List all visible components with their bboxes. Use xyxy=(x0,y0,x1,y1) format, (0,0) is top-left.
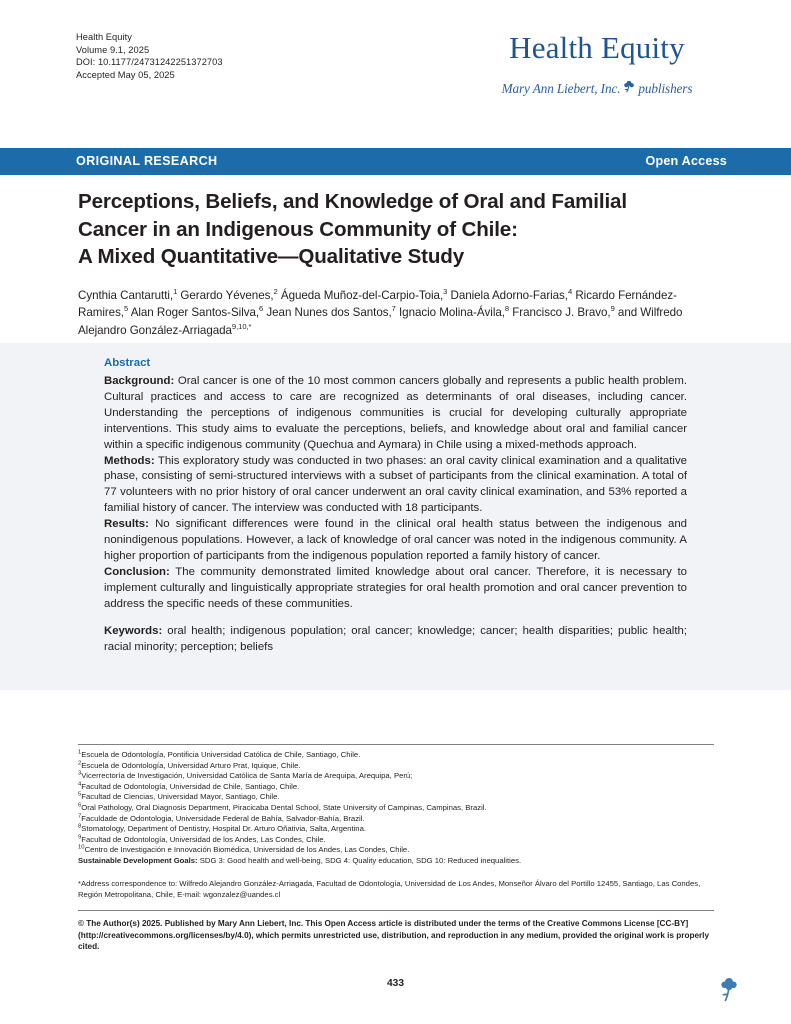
sustainable-development-goals xyxy=(78,856,728,867)
affiliation-marker: 1 xyxy=(78,749,82,756)
publisher-name: Mary Ann Liebert, Inc. xyxy=(501,81,621,96)
affiliation-item xyxy=(78,824,728,835)
title-line-3: A Mixed Quantitative—Qualitative Study xyxy=(78,245,465,268)
title-line-2: Cancer in an Indigenous Community of Chile: xyxy=(78,217,518,241)
author-list: Cynthia Cantarutti,$^1$ Gerardo Yévenes,$^2$ Águeda Muñoz-del-Carpio-Toia,$^3$ Daniela Adorno-Farias,$^4$ Ricardo Fernández-Ramires,$^5$ Alan Roger Santos-Silva,$^6$ Jean Nunes dos Santos,$^7$ Ignacio Molina-Ávila,$^8$ Francisco J. Bravo,$^9$ and Wilfredo Alejandro González-Arriagada$^{9,10,*}$ xyxy=(78,286,683,337)
affiliation-text: Faculdade de Odontologia, Universidade Federal de Bahía, Salvador-Bahía, Brazil. xyxy=(81,813,365,823)
page-number: 433 xyxy=(387,978,404,989)
abstract-background xyxy=(104,374,687,454)
affiliation-marker: 2 xyxy=(78,760,82,767)
keywords-text: oral health; indigenous population; oral cancer; knowledge; cancer; health disparities; public health; racial minority; perception; beliefs xyxy=(104,624,687,653)
affiliation-item xyxy=(78,803,728,814)
affiliation-text: Escuela de Odontología, Pontificia Universidad Católica de Chile, Santiago, Chile. xyxy=(81,750,361,759)
affiliation-marker: 6 xyxy=(78,802,82,809)
affiliation-item xyxy=(78,814,728,825)
affiliation-text: Centro de Investigación e Innovación Biomédica, Universidad de los Andes, Las Condes, Chile. xyxy=(84,845,410,855)
affiliation-item xyxy=(78,845,728,856)
journal-meta-block xyxy=(76,31,223,81)
affiliation-marker: 4 xyxy=(78,781,82,788)
affiliation-text: Oral Pathology, Oral Diagnosis Department, Piracicaba Dental School, State University of Campinas, Campinas, Brazil. xyxy=(81,802,487,812)
affiliation-text: Escuela de Odontología, Universidad Arturo Prat, Iquique, Chile. xyxy=(81,760,301,770)
affiliation-item xyxy=(78,782,728,793)
title-line-1: Perceptions, Beliefs, and Knowledge of Oral and Familial xyxy=(78,190,627,213)
abstract-results-label: Results: xyxy=(104,518,149,531)
affiliation-marker: 9 xyxy=(78,834,82,841)
affiliation-text: Stomatology, Department of Dentistry, Hospital Dr. Arturo Oñativia, Salta, Argentina. xyxy=(81,824,366,834)
abstract-conclusion xyxy=(104,565,687,613)
abstract-results-text: No significant differences were found in the clinical oral health status between the indigenous and nonindigenous populations. However, a lack of knowledge of oral cancer was noted in the indigenous community. A higher proportion of participants from the indigenous population reported a family history of cancer. xyxy=(104,518,687,562)
journal-logo-title: Health Equity xyxy=(509,30,685,65)
sdg-label: Sustainable Development Goals: xyxy=(78,856,198,866)
copyright-divider xyxy=(78,910,714,911)
affiliation-item xyxy=(78,761,728,772)
flower-icon xyxy=(621,79,637,99)
footnote-divider xyxy=(78,744,714,745)
journal-logo-block xyxy=(467,30,727,99)
copyright-notice: © The Author(s) 2025. Published by Mary Ann Liebert, Inc. This Open Access article is distributed under the terms of the Creative Commons License [CC-BY] (http://creativecommons.org/licenses/by/4.0), which permits unrestricted use, distribution, and reproduction in any medium, provided the original work is properly cited. xyxy=(78,919,710,952)
open-access-label: Open Access xyxy=(645,154,727,168)
keywords xyxy=(104,624,687,656)
abstract-results xyxy=(104,517,687,565)
article-type-banner xyxy=(0,148,791,175)
affiliation-marker: 8 xyxy=(78,823,82,830)
affiliation-text: Facultad de Odontología, Universidad de Chile, Santiago, Chile. xyxy=(81,781,300,791)
affiliation-item xyxy=(78,835,728,846)
affiliation-marker: 7 xyxy=(78,813,82,819)
affiliation-marker: 10 xyxy=(78,844,85,851)
abstract-methods-label: Methods: xyxy=(104,454,155,467)
publisher-tail: publishers xyxy=(638,81,693,96)
page-title xyxy=(78,188,718,271)
abstract-background-text: Oral cancer is one of the 10 most common cancers globally and represents a public health problem. Cultural practices and access to care are recognized as determinants of oral diseases, including cancer. Understanding the perceptions of indigenous communities is crucial for developing culturally appropriate interventions. This study aims to evaluate the perceptions, beliefs, and knowledge about oral and familial cancer within a specific indigenous community (Quechua and Aymara) in Chile using a mixed-methods approach. xyxy=(104,375,688,451)
affiliation-item xyxy=(78,750,728,761)
journal-doi: DOI: 10.1177/24731242251372703 xyxy=(76,57,223,68)
title-and-authors xyxy=(78,188,718,339)
affiliation-text: Facultad de Ciencias, Universidad Mayor, Santiago, Chile. xyxy=(81,792,280,802)
affiliation-text: Facultad de Odontología, Universidad de los Andes, Las Condes, Chile. xyxy=(81,834,326,844)
keywords-label: Keywords: xyxy=(104,624,163,637)
abstract-conclusion-label: Conclusion: xyxy=(104,565,170,578)
accepted-date: Accepted May 05, 2025 xyxy=(76,69,175,80)
journal-name: Health Equity xyxy=(76,32,132,42)
abstract-methods xyxy=(104,454,687,518)
affiliation-marker: 5 xyxy=(78,791,82,798)
sdg-text: SDG 3: Good health and well-being, SDG 4: Quality education, SDG 10: Reduced inequalities. xyxy=(199,856,522,866)
affiliation-list xyxy=(78,750,728,867)
correspondence-note: *Address correspondence to: Wilfredo Alejandro González-Arriagada, Facultad de Odontología, Universidad de Los Andes, Monseñor Álvaro del Portillo 12455, Santiago, Las Condes, Región Metropolitana, Chile, E-mail: wgonzalez@uandes.cl xyxy=(78,879,701,899)
abstract-background-label: Background: xyxy=(104,375,175,387)
abstract-conclusion-text: The community demonstrated limited knowledge about oral cancer. Therefore, it is necessary to implement culturally and linguistically appropriate strategies for oral health promotion and oral cancer prevention to address the specific needs of these communities. xyxy=(104,565,687,610)
article-type-label: ORIGINAL RESEARCH xyxy=(76,154,218,168)
affiliation-item xyxy=(78,792,728,803)
abstract-section xyxy=(0,343,791,690)
flower-icon xyxy=(719,975,739,1008)
affiliation-marker: 3 xyxy=(78,770,82,777)
masthead xyxy=(0,0,791,118)
affiliation-text: Vicerrectoría de Investigación, Universidad Católica de Santa María de Arequipa, Arequipa, Perú; xyxy=(81,771,413,781)
abstract-heading: Abstract xyxy=(104,357,151,369)
journal-volume: Volume 9.1, 2025 xyxy=(76,44,150,55)
abstract-methods-text: This exploratory study was conducted in two phases: an oral cavity clinical examination and a qualitative phase, consisting of semi-structured interviews with a subset of participants from the clinical examination. A total of 77 volunteers with no prior history of oral cancer underwent an oral cavity clinical examination, and 53% reported a familial history of cancer. The interview was conducted with 18 participants. xyxy=(104,454,687,515)
publisher-signature xyxy=(467,79,727,99)
affiliation-item xyxy=(78,771,728,782)
